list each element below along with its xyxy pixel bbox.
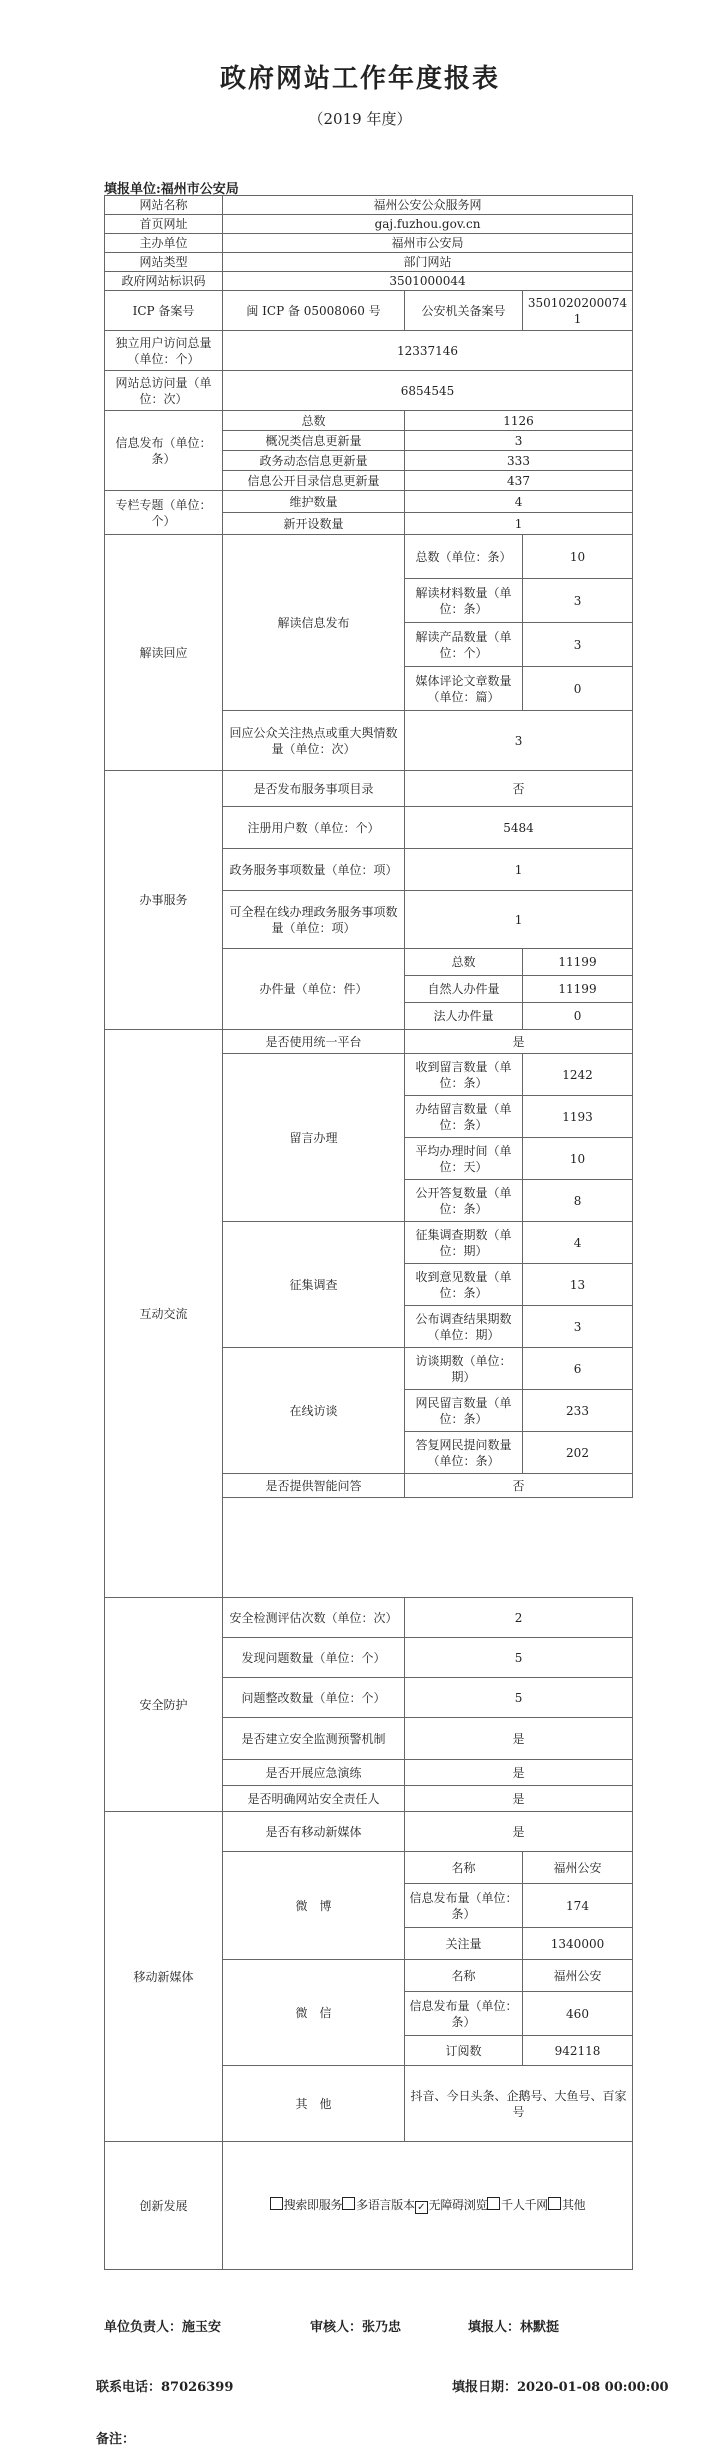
service-online-label: 可全程在线办理政务服务事项数量（单位：项） [223,891,405,949]
interact-survey-label: 征集调查 [223,1222,405,1348]
footer-phone: 联系电话：87026399 [96,2380,234,2395]
mobile-has-value: 是 [405,1812,633,1852]
code-value: 3501000044 [223,272,633,291]
security-eval-value: 2 [405,1598,633,1638]
footer-filler: 填报人：林默挺 [468,2320,560,2335]
mobile-has-label: 是否有移动新媒体 [223,1812,405,1852]
info-total-value: 1126 [405,411,633,431]
interp-product-label: 解读产品数量（单位：个） [405,623,523,667]
interact-received-value: 1242 [523,1054,633,1096]
icp-value: 闽 ICP 备 05008060 号 [223,291,405,331]
report-year: （2019 年度） [308,110,412,128]
security-issues-label: 发现问题数量（单位：个） [223,1638,405,1678]
site-name-label: 网站名称 [105,196,223,215]
wechat-label: 微 信 [223,1960,405,2066]
innovation-option [342,2198,415,2212]
security-resp-label: 是否明确网站安全责任人 [223,1786,405,1812]
service-users-value: 5484 [405,807,633,849]
interact-platform-value: 是 [405,1030,633,1054]
site-name-value: 福州公安公众服务网 [223,196,633,215]
weibo-pub-value: 174 [523,1884,633,1928]
special-maintain-value: 4 [405,491,633,513]
security-monitor-label: 是否建立安全监测预警机制 [223,1718,405,1760]
sponsor-label: 主办单位 [105,234,223,253]
info-news-label: 政务动态信息更新量 [223,451,405,471]
service-cases-total-value: 11199 [523,949,633,976]
reporting-unit: 填报单位:福州市公安局 [104,182,239,197]
weibo-name-label: 名称 [405,1852,523,1884]
interact-opinions-value: 13 [523,1264,633,1306]
interp-section-label: 解读回应 [105,535,223,771]
innovation-options [223,2142,633,2270]
security-drill-label: 是否开展应急演练 [223,1760,405,1786]
interact-netizen-label: 网民留言数量（单位：条） [405,1390,523,1432]
info-open-label: 信息公开目录信息更新量 [223,471,405,491]
innovation-section-label: 创新发展 [105,2142,223,2270]
interp-material-value: 3 [523,579,633,623]
service-section-label: 办事服务 [105,771,223,1030]
interact-netizen-value: 233 [523,1390,633,1432]
innovation-option [415,2198,488,2212]
footer-date: 填报日期：2020-01-08 00:00:00 [452,2380,669,2395]
code-label: 政府网站标识码 [105,272,223,291]
info-section-label: 信息发布（单位：条） [105,411,223,491]
special-new-value: 1 [405,513,633,535]
weibo-name-value: 福州公安 [523,1852,633,1884]
checkbox-icon[interactable] [548,2197,561,2210]
service-users-label: 注册用户数（单位：个） [223,807,405,849]
interact-interview-count-value: 6 [523,1348,633,1390]
service-items-value: 1 [405,849,633,891]
interact-interview-count-label: 访谈期数（单位：期） [405,1348,523,1390]
footer-reviewer: 审核人：张乃忠 [310,2320,402,2335]
interp-media-label: 媒体评论文章数量（单位：篇） [405,667,523,711]
service-natural-label: 自然人办件量 [405,976,523,1003]
row-icp [105,291,633,331]
interp-pub-label: 解读信息发布 [223,535,405,711]
interact-public-value: 8 [523,1180,633,1222]
service-natural-value: 11199 [523,976,633,1003]
interact-msg-label: 留言办理 [223,1054,405,1222]
security-section-label: 安全防护 [105,1598,223,1812]
interp-total-value: 10 [523,535,633,579]
wechat-name-label: 名称 [405,1960,523,1992]
weibo-follow-label: 关注量 [405,1928,523,1960]
interp-total-label: 总数（单位：条） [405,535,523,579]
footer-note: 备注： [96,2432,136,2447]
special-maintain-label: 维护数量 [223,491,405,513]
type-value: 部门网站 [223,253,633,272]
row-home [105,215,633,234]
interact-done-value: 1193 [523,1096,633,1138]
pv-value: 6854545 [223,371,633,411]
service-cases-label: 办件量（单位：件） [223,949,405,1030]
mobile-section-label: 移动新媒体 [105,1812,223,2142]
interact-answers-value: 202 [523,1432,633,1474]
service-online-value: 1 [405,891,633,949]
innovation-option [270,2198,343,2212]
info-overview-label: 概况类信息更新量 [223,431,405,451]
service-cases-total-label: 总数 [405,949,523,976]
interact-public-label: 公开答复数量（单位：条） [405,1180,523,1222]
row-sponsor [105,234,633,253]
interp-media-value: 0 [523,667,633,711]
interact-smart-label: 是否提供智能问答 [223,1474,405,1498]
interact-smart-value: 否 [405,1474,633,1498]
checkbox-icon[interactable] [270,2197,283,2210]
info-total-label: 总数 [223,411,405,431]
wechat-pub-label: 信息发布量（单位：条） [405,1992,523,2036]
interact-done-label: 办结留言数量（单位：条） [405,1096,523,1138]
security-resp-value: 是 [405,1786,633,1812]
wechat-pub-value: 460 [523,1992,633,2036]
type-label: 网站类型 [105,253,223,272]
interact-opinions-label: 收到意见数量（单位：条） [405,1264,523,1306]
info-overview-value: 3 [405,431,633,451]
report-table [104,195,633,2270]
interact-results-value: 3 [523,1306,633,1348]
interact-survey-count-label: 征集调查期数（单位：期） [405,1222,523,1264]
security-eval-label: 安全检测评估次数（单位：次） [223,1598,405,1638]
footer-leader: 单位负责人：施玉安 [104,2320,222,2335]
interp-hot-value: 3 [405,711,633,771]
weibo-label: 微 博 [223,1852,405,1960]
police-label: 公安机关备案号 [405,291,523,331]
service-legal-value: 0 [523,1003,633,1030]
security-issues-value: 5 [405,1638,633,1678]
home-label: 首页网址 [105,215,223,234]
innovation-option [548,2198,585,2212]
interp-hot-label: 回应公众关注热点或重大舆情数量（单位：次） [223,711,405,771]
security-drill-value: 是 [405,1760,633,1786]
row-code [105,272,633,291]
uv-label: 独立用户访问总量（单位：个） [105,331,223,371]
pv-label: 网站总访问量（单位：次） [105,371,223,411]
service-legal-label: 法人办件量 [405,1003,523,1030]
service-catalog-label: 是否发布服务事项目录 [223,771,405,807]
icp-label: ICP 备案号 [105,291,223,331]
interact-avg-label: 平均办理时间（单位：天） [405,1138,523,1180]
info-open-value: 437 [405,471,633,491]
service-catalog-value: 否 [405,771,633,807]
security-monitor-value: 是 [405,1718,633,1760]
interact-answers-label: 答复网民提问数量（单位：条） [405,1432,523,1474]
sponsor-value: 福州市公安局 [223,234,633,253]
uv-value: 12337146 [223,331,633,371]
other-media-value: 抖音、今日头条、企鹅号、大鱼号、百家号 [405,2066,633,2142]
interact-platform-label: 是否使用统一平台 [223,1030,405,1054]
wechat-sub-value: 942118 [523,2036,633,2066]
interact-interview-label: 在线访谈 [223,1348,405,1474]
interact-section-label: 互动交流 [105,1030,223,1598]
checkbox-icon[interactable] [487,2197,500,2210]
row-type [105,253,633,272]
weibo-pub-label: 信息发布量（单位：条） [405,1884,523,1928]
checkbox-icon[interactable] [342,2197,355,2210]
innovation-option-label: 千人千网 [501,2198,548,2212]
innovation-option-label: 其他 [561,2198,586,2212]
interact-survey-count-value: 4 [523,1222,633,1264]
row-pv [105,371,633,411]
interact-results-label: 公布调查结果期数（单位：期） [405,1306,523,1348]
weibo-follow-value: 1340000 [523,1928,633,1960]
interp-material-label: 解读材料数量（单位：条） [405,579,523,623]
wechat-sub-label: 订阅数 [405,2036,523,2066]
security-fixed-value: 5 [405,1678,633,1718]
service-items-label: 政务服务事项数量（单位：项） [223,849,405,891]
special-new-label: 新开设数量 [223,513,405,535]
police-value: 35010202000741 [523,291,633,331]
interact-avg-value: 10 [523,1138,633,1180]
wechat-name-value: 福州公安 [523,1960,633,1992]
info-news-value: 333 [405,451,633,471]
innovation-option-label: 无障碍浏览 [428,2198,488,2212]
other-media-label: 其 他 [223,2066,405,2142]
innovation-option-label: 多语言版本 [356,2198,415,2212]
innovation-option [487,2198,548,2212]
interp-product-value: 3 [523,623,633,667]
row-uv [105,331,633,371]
checked-box-icon[interactable]: ✓ [415,2201,428,2214]
row-site-name [105,196,633,215]
special-section-label: 专栏专题（单位：个） [105,491,223,535]
security-fixed-label: 问题整改数量（单位：个） [223,1678,405,1718]
interact-received-label: 收到留言数量（单位：条） [405,1054,523,1096]
report-title: 政府网站工作年度报表 [219,64,500,94]
home-value: gaj.fuzhou.gov.cn [223,215,633,234]
innovation-option-label: 搜索即服务 [283,2198,343,2212]
